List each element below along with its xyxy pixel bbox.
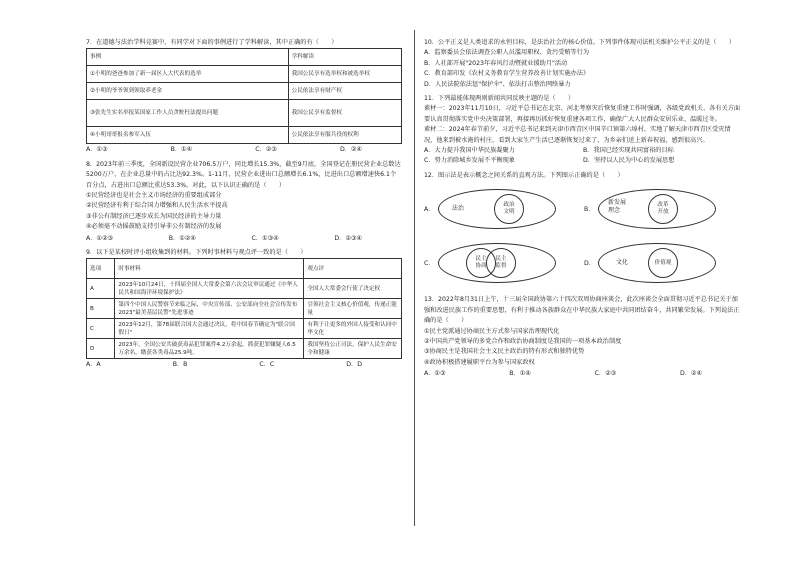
table-row	[87, 319, 402, 339]
outer-label: 文化	[616, 259, 629, 267]
question-11-options	[424, 146, 742, 167]
option-a: A．①②③	[86, 234, 114, 242]
table-cell: 我国公民享有选举权和被选举权	[288, 66, 401, 83]
question-7	[86, 38, 402, 156]
table-cell: 公民依法享有财产权	[288, 83, 401, 100]
table-header-row	[87, 259, 402, 279]
table-row	[87, 299, 402, 319]
table-cell: 2023年12月，第78届联合国大会通过决议，将中国春节确定为"联合国假日"	[115, 319, 304, 339]
material-text: 素材二：2024年春节前夕，习近平总书记来到天津市西青区中国辛口镇第六埠村，实地了解天津市西青区受灾情况，他来到被水淹的村庄，看到大家生产生活已逐渐恢复过来了，为乡亲们送上新春祝福，感到很高兴。	[424, 126, 731, 144]
table-cell: D	[87, 339, 115, 359]
option-c: C．①③④	[251, 234, 279, 242]
option-item: A．大力提升我国中华民族凝聚力	[424, 147, 515, 155]
question-9	[86, 248, 402, 371]
table-cell: 第四个中国人民警察节来临之际，中央宣传部、公安部向全社会宣传发布2023"最美基层民警"先进事迹	[115, 299, 304, 319]
option-a: A．A	[86, 361, 101, 369]
option-c: C．②③	[255, 146, 277, 154]
option-item: C．努力消除城乡发展不平衡现象	[424, 157, 515, 165]
table-cell: ④小明哥哥报名参军入伍	[87, 127, 289, 144]
statement-item: ②民营经济有利于综合国力增强和人民生活水平提高	[86, 202, 228, 210]
option-d: D．②③④	[334, 234, 362, 242]
right-column	[424, 38, 742, 384]
question-9-table	[86, 258, 402, 359]
table-row	[87, 66, 402, 83]
question-8-options	[86, 234, 402, 244]
question-7-table	[86, 48, 402, 144]
statement-item: ②中国共产党领导的多党合作和政治协商制度是我国的一项基本政治制度	[424, 337, 622, 345]
table-header-row	[87, 49, 402, 66]
table-cell: 2023年，全国公安共破获毒品犯罪案件4.2万余起，抓获犯罪嫌疑人6.5万余名，缴获各类毒品25.9吨。	[115, 339, 304, 359]
table-row	[87, 279, 402, 299]
table-cell: 有利于让更多的外国人接受和认同中华文化	[304, 319, 402, 339]
statement-item: ①民主党派通过协商民主方式参与国家治理现代化	[424, 327, 560, 335]
statement-item: ①民营经济也是社会主义市场经济的重要组成部分	[86, 192, 222, 200]
table-row	[87, 100, 402, 127]
question-7-stem: 7．在道德与法治学科竞赛中，有同学对下面的事例进行了学科解读，其中正确的有（ ）	[86, 39, 338, 46]
option-b: B．①④	[170, 146, 193, 154]
option-b: B．①④	[509, 370, 531, 378]
diagram-c	[438, 239, 558, 283]
option-item: B．人社部开展"2023年春风行动暨就业援助月"活动	[424, 59, 568, 67]
table-cell: 公民依法享有服兵役的权利	[288, 127, 401, 144]
inner-label: 政治文明	[503, 202, 515, 216]
table-header: 观点评	[304, 259, 402, 279]
statement-item: ④政协积极搭建履职平台为参与国家政权	[424, 358, 535, 366]
question-8-stem: 8．2023年前三季度，全国新设民营企业706.5万户，同比增长15.3%，截至9月底，全国登记在册民营企业总数达5200万户，在企业总量中的占比达92.3%。1-11月，民营企业进出口总额增长6.1%，比进出口总额增速快6.1个百分点，占进出口总额比重达53.3%。对此，以下认识正确的是（ ）	[86, 160, 401, 189]
table-header: 学科解读	[288, 49, 401, 66]
table-header: 时事材料	[115, 259, 304, 279]
diagram-b-letter: B．	[584, 206, 595, 214]
table-header: 事例	[87, 49, 289, 66]
question-13-options	[424, 369, 742, 379]
option-d: D．D	[346, 361, 362, 369]
question-12	[424, 171, 742, 291]
option-c: C．②③	[594, 370, 617, 378]
table-row	[87, 127, 402, 144]
diagram-a	[438, 185, 558, 229]
table-cell: 2023年10月24日，十四届全国人大常委会第六次会议审议通过《中华人民共和国海洋环境保护法》	[115, 279, 304, 299]
diagram-a-letter: A．	[424, 206, 435, 214]
question-10-stem: 10．公平正义是人类追求的永恒目标，是法治社会的核心价值。下列事件体现司法机关维护公平正义的是（ ）	[424, 39, 736, 46]
question-7-options	[86, 145, 402, 155]
question-13	[424, 295, 742, 379]
table-cell: A	[87, 279, 115, 299]
table-cell: B	[87, 299, 115, 319]
option-c: C．C	[259, 361, 275, 369]
diagram-b	[598, 185, 718, 229]
column-divider	[414, 30, 415, 526]
diagram-grid	[424, 183, 742, 291]
statement-item: ③非公有制经济已逐步成长为国民经济的主导力量	[86, 212, 222, 220]
material-text: 素材一：2023年11月10日，习近平总书记在北京、河北考察灾后恢复重建工作时强调，各级党政机关、各有关方面要认真贯彻落实党中央决策部署，再接再厉抓好恢复重建各项工作，确保广大人民群众安居乐业、温暖过冬。	[424, 105, 741, 123]
option-item: C．教育部印发《农村义务教育学生营养改善计划实施办法》	[424, 70, 590, 78]
table-header: 选项	[87, 259, 115, 279]
question-11-stem: 11．下列最能体现两则新闻共同反映主题的是（ ）	[424, 95, 575, 103]
question-9-options	[86, 360, 402, 370]
table-cell: C	[87, 319, 115, 339]
table-cell: 引领社会主义核心价值观，传递正能量	[304, 299, 402, 319]
question-13-stem: 13．2022年8月31日上午，十三届全国政协第六十四次双周协商座谈会，此次座谈会全面贯彻习近平总书记关于加强和改进民族工作的重要思想，有利于推动各族群众在中华民族大家庭中共同团结奋斗，共同繁荣发展。下列说法正确的是（ ）	[424, 296, 740, 325]
option-item: A．监察委员会依法调查公职人员滥用职权、贪污受贿等行为	[424, 49, 590, 57]
statement-item: ④必须毫不动摇鼓励支持引导非公有制经济的发展	[86, 223, 222, 231]
option-item: B．我国已经实现共同富裕的目标	[583, 147, 674, 155]
table-cell: 全国人大常委会行使了决定权	[304, 279, 402, 299]
statement-item: ③协商民主是我国社会主义民主政治的特有形式和独特优势	[424, 348, 585, 356]
table-cell: 我国公民享有监督权	[288, 100, 401, 127]
option-b: B．B	[172, 361, 188, 369]
question-9-stem: 9．以下是某校时评小组收集到的材料。下列时事材料与观点评一致的是（ ）	[86, 249, 307, 257]
table-cell: ①小明的爸爸参加了新一届区人大代表的选举	[87, 66, 289, 83]
table-cell: 我国坚持公正司法，保护人民生命安全和健康	[304, 339, 402, 359]
inner-label: 民主监督	[495, 256, 507, 270]
inner-label: 价值观	[654, 259, 672, 266]
diagram-c-letter: C．	[424, 260, 435, 268]
question-8	[86, 160, 402, 244]
question-11	[424, 94, 742, 167]
option-item: D．坚持以人民为中心的发展思想	[583, 157, 675, 165]
table-cell: ③张先生实名举报某国家工作人员贪赃枉法提出问题	[87, 100, 289, 127]
option-item: D．人民法院依法惩"保护伞"、依法打击整治网络暴力	[424, 80, 571, 88]
option-d: D．②④	[339, 146, 362, 154]
table-cell: ②小明的爷爷领到领取养老金	[87, 83, 289, 100]
option-a: A．①③	[424, 370, 446, 378]
question-10	[424, 38, 742, 90]
inner-label: 改革开放	[657, 202, 669, 216]
table-row	[87, 83, 402, 100]
diagram-d	[598, 239, 718, 283]
diagram-d-letter: D．	[584, 260, 595, 268]
outer-label: 新发展理念	[608, 199, 627, 215]
inner-label: 民主协商	[475, 256, 487, 270]
question-12-stem: 12．图示法是表示概念之间关系的直观方法。下列图示正确的是（ ）	[424, 171, 624, 179]
left-column	[86, 38, 402, 375]
table-row	[87, 339, 402, 359]
option-b: B．①②④	[168, 234, 196, 242]
outer-label: 法治	[452, 205, 465, 213]
option-d: D．②④	[679, 370, 702, 378]
option-a: A．①③	[86, 146, 108, 154]
